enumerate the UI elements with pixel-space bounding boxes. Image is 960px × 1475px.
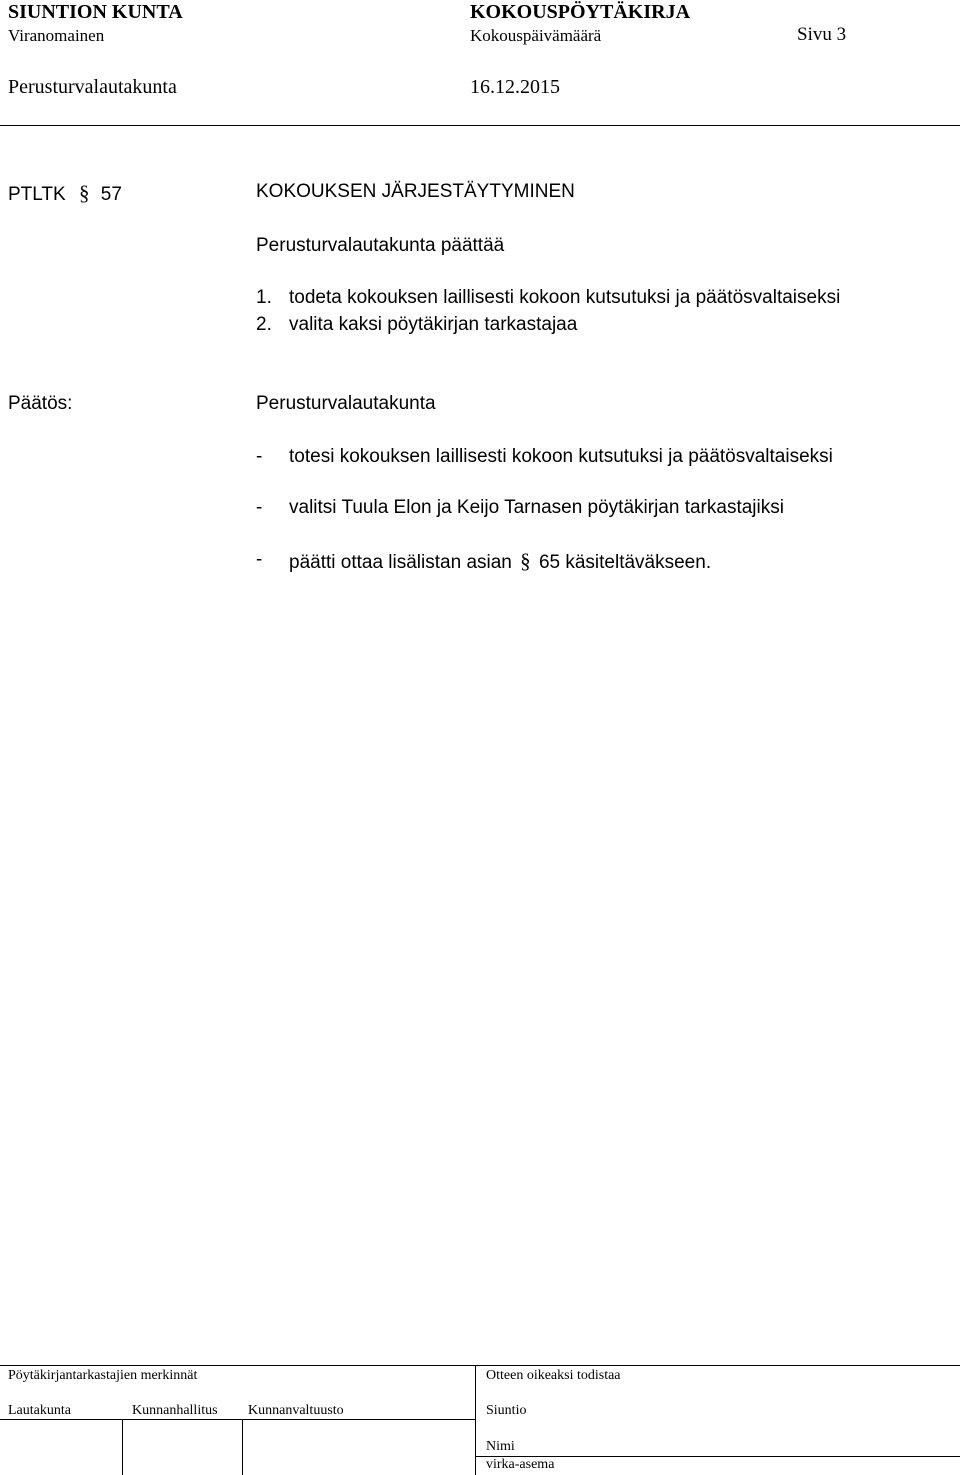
proposal-intro: Perusturvalautakunta päättää xyxy=(256,235,505,256)
proposal-num: 2. xyxy=(256,314,272,335)
header-divider xyxy=(0,125,960,126)
item-number: 57 xyxy=(100,184,122,205)
document-type: KOKOUSPÖYTÄKIRJA xyxy=(470,1,691,23)
footer-cell-divider-2 xyxy=(242,1419,243,1475)
place-label: Siuntio xyxy=(486,1403,527,1418)
name-label: Nimi xyxy=(486,1439,515,1454)
meeting-date: 16.12.2015 xyxy=(470,76,560,98)
footer-top-border xyxy=(0,1365,960,1366)
decision-item-1 xyxy=(256,446,833,468)
board-label: Lautakunta xyxy=(8,1403,71,1418)
proposal-item-2 xyxy=(256,314,578,336)
page-number: Sivu 3 xyxy=(797,24,847,45)
footer-cell-divider-1 xyxy=(122,1419,123,1475)
authority-name: Perusturvalautakunta xyxy=(8,76,177,98)
section-symbol: § xyxy=(79,181,90,205)
municipality-name: SIUNTION KUNTA xyxy=(8,1,183,23)
decision-text: totesi kokouksen laillisesti kokoon kutsutuksi ja päätösvaltaiseksi xyxy=(289,446,833,467)
footer-left-divider xyxy=(0,1419,475,1420)
decision-label: Päätös: xyxy=(8,393,73,414)
proposal-num: 1. xyxy=(256,287,272,308)
decision-item-3 xyxy=(256,549,712,573)
decision-text: valitsi Tuula Elon ja Keijo Tarnasen pöytäkirjan tarkastajiksi xyxy=(289,497,784,518)
decision-dash: - xyxy=(256,549,263,570)
municipal-board-label: Kunnanhallitus xyxy=(132,1403,218,1418)
meeting-date-label: Kokouspäivämäärä xyxy=(470,26,602,45)
authority-label: Viranomainen xyxy=(8,26,105,45)
decision-text xyxy=(289,549,711,574)
proposal-text: valita kaksi pöytäkirjan tarkastajaa xyxy=(289,314,578,335)
decision-text-post: 65 käsiteltäväkseen. xyxy=(538,552,712,573)
decision-dash: - xyxy=(256,446,263,467)
proposal-item-1 xyxy=(256,287,841,309)
item-title: KOKOUKSEN JÄRJESTÄYTYMINEN xyxy=(256,181,575,202)
proposal-text: todeta kokouksen laillisesti kokoon kutsutuksi ja päätösvaltaiseksi xyxy=(289,287,841,308)
item-code-text: PTLTK xyxy=(8,184,66,205)
decision-dash: - xyxy=(256,497,263,518)
decision-item-2 xyxy=(256,497,784,519)
footer-center-divider xyxy=(475,1365,476,1475)
certified-copy-label: Otteen oikeaksi todistaa xyxy=(486,1368,621,1383)
council-label: Kunnanvaltuusto xyxy=(248,1403,344,1418)
inspectors-marks-label: Pöytäkirjantarkastajien merkinnät xyxy=(8,1368,198,1383)
decision-text-pre: päätti ottaa lisälistan asian xyxy=(289,552,512,573)
decision-body: Perusturvalautakunta xyxy=(256,393,436,414)
section-symbol: § xyxy=(520,549,531,573)
item-code xyxy=(8,181,122,206)
position-label: virka-asema xyxy=(486,1457,555,1472)
